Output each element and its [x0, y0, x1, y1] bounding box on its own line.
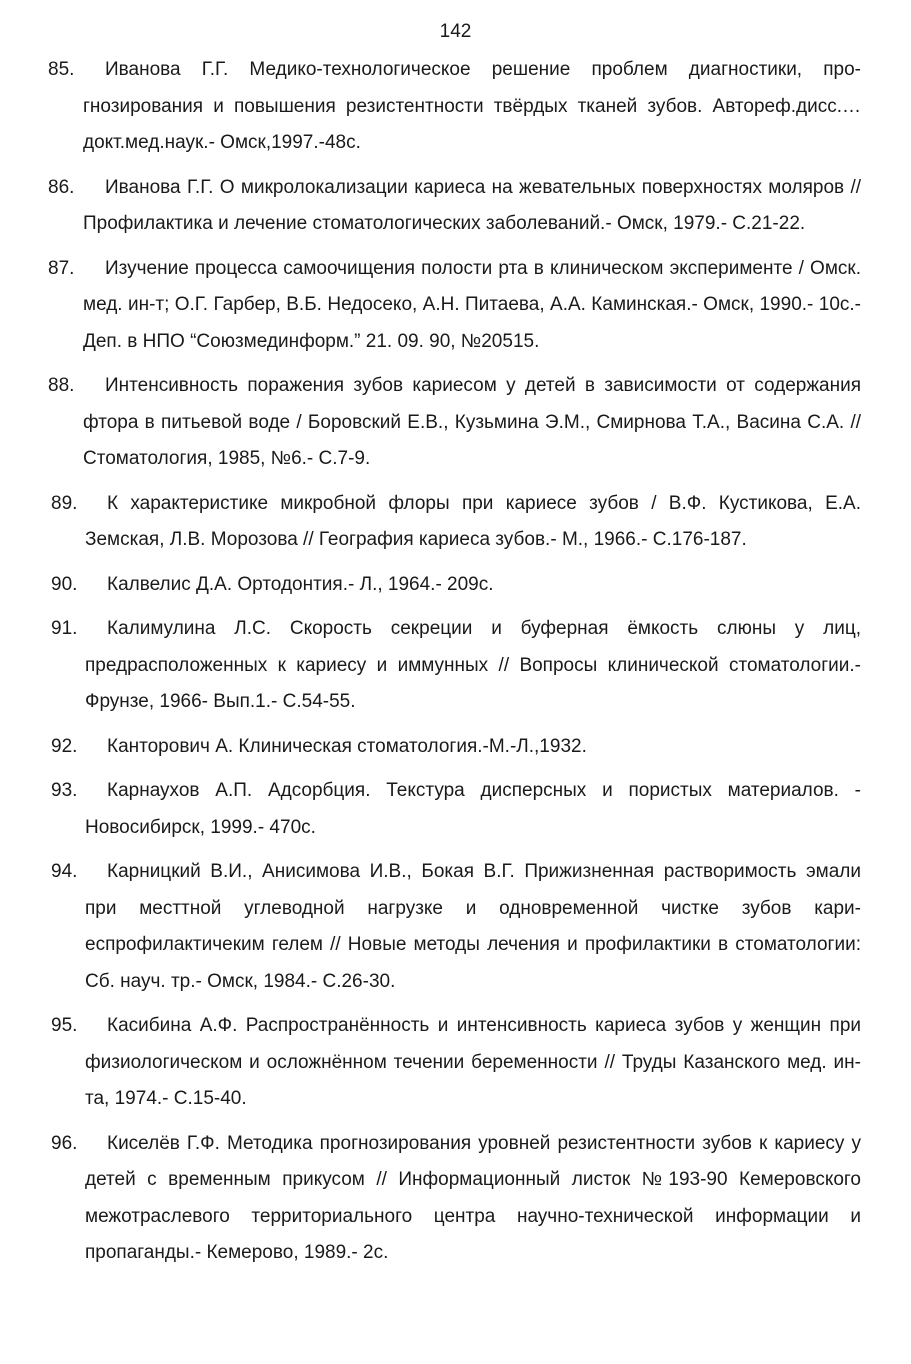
reference-number: 89. — [51, 492, 78, 514]
reference-number: 94. — [51, 861, 78, 882]
reference-number: 96. — [51, 1132, 78, 1154]
reference-item — [0, 52, 911, 162]
reference-item — [0, 1008, 911, 1118]
reference-item — [0, 251, 911, 361]
reference-number: 85. — [48, 59, 75, 80]
reference-text: Калвелис Д.А. Ортодонтия.- Л., 1964.- 209с. — [107, 573, 494, 595]
reference-item — [0, 611, 911, 721]
reference-number: 88. — [48, 375, 75, 396]
reference-item — [0, 567, 911, 604]
reference-number: 93. — [51, 780, 78, 801]
reference-text: Карницкий В.И., Анисимова И.В., Бокая В.Г. Прижизненная растворимость эмали при месттной углеводной нагрузке и одновременной чистке зубов кариеспрофилактичеким гелем // Новые методы лечения и профилактики в стоматологии: Сб. науч. тр.- Омск, 1984.- С.26-30. — [85, 861, 861, 992]
reference-text: Калимулина Л.С. Скорость секреции и буферная ёмкость слюны у лиц, предрасположенных к кариесу и иммунных // Вопросы клинической стоматологии.- Фрунзе, 1966- Вып.1.- С.54-55. — [85, 618, 861, 712]
reference-item — [0, 486, 911, 559]
page-number: 142 — [439, 21, 472, 42]
reference-text: К характеристике микробной флоры при кариесе зубов / В.Ф. Кустикова, Е.А. Земская, Л.В. Морозова // География кариеса зубов.- М., 1966.- С.176-187. — [85, 492, 861, 550]
reference-item — [0, 854, 911, 1000]
reference-item — [0, 368, 911, 478]
reference-text: Иванова Г.Г. О микролокализации кариеса на жевательных поверхностях моляров // Профилактика и лечение стоматологических заболеваний.- Омск, 1979.- С.21-22. — [83, 176, 861, 234]
reference-text: Киселёв Г.Ф. Методика прогнозирования уровней резистентности зубов к кариесу у детей с временным прикусом // Информационный листок №193-90 Кемеровского межотраслевого территориального центра научно-технической информации и пропаганды.- Кемерово, 1989.- 2с. — [85, 1132, 861, 1263]
reference-text: Интенсивность поражения зубов кариесом у детей в зависимости от содержания фтора в питьевой воде / Боровский Е.В., Кузьмина Э.М., Смирнова Т.А., Васина С.А. // Стоматология, 1985, №6.- С.7-9. — [83, 375, 861, 469]
reference-number: 86. — [48, 176, 75, 198]
reference-number: 87. — [48, 257, 75, 279]
reference-number: 90. — [51, 573, 78, 595]
reference-number: 95. — [51, 1015, 78, 1036]
reference-text: Изучение процесса самоочищения полости рта в клиническом эксперименте / Омск. мед. ин-т; О.Г. Гарбер, В.Б. Недосеко, А.Н. Питаева, А.А. Каминская.- Омск, 1990.- 10с.- Деп. в НПО “Союзмединформ.” 21. 09. 90, №20515. — [83, 257, 861, 352]
reference-number: 91. — [51, 618, 78, 639]
reference-item — [0, 729, 911, 766]
reference-number: 92. — [51, 735, 78, 757]
reference-text: Канторович А. Клиническая стоматология.-М.-Л.,1932. — [107, 735, 587, 757]
reference-item — [0, 170, 911, 243]
reference-item — [0, 1126, 911, 1272]
reference-list — [0, 52, 911, 1280]
reference-text: Касибина А.Ф. Распространённость и интенсивность кариеса зубов у женщин при физиологическом и осложнённом течении беременности // Труды Казанского мед. ин-та, 1974.- С.15-40. — [85, 1015, 861, 1109]
reference-text: Карнаухов А.П. Адсорбция. Текстура дисперсных и пористых материалов. - Новосибирск, 1999.- 470с. — [85, 780, 861, 838]
reference-text: Иванова Г.Г. Медико-технологическое решение проблем диагностики, прогнозирования и повышения резистентности твёрдых тканей зубов. Автореф.дисс.…докт.мед.наук.- Омск,1997.-48с. — [83, 59, 861, 153]
reference-item — [0, 773, 911, 846]
